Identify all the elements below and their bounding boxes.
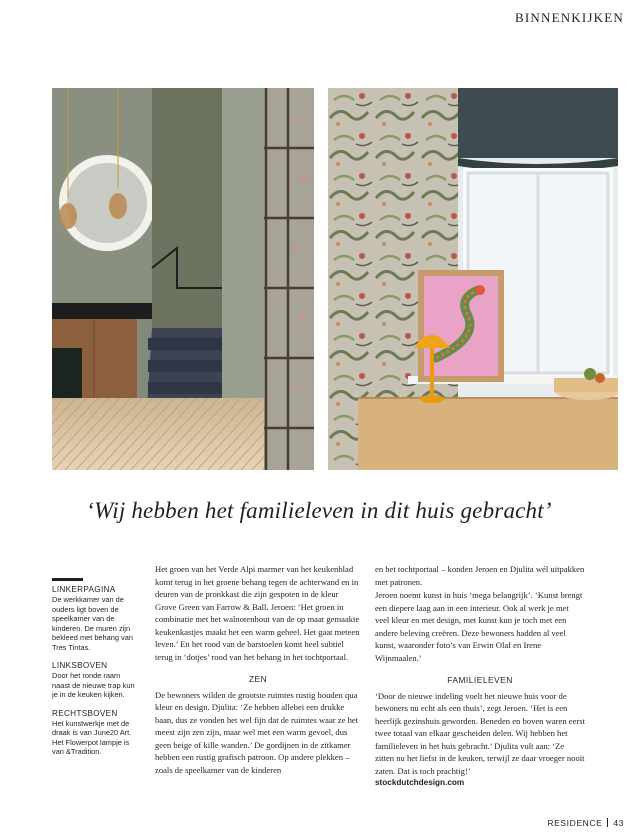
caption-text: Het kunstwerkje met de draak is van June20 Art. Het Flowerpot lampje is van &Tradition. [52, 718, 132, 756]
photo-wallpaper-lamp-artwork [328, 88, 618, 470]
page-footer [547, 818, 624, 828]
caption-heading: LINKSBOVEN [52, 661, 108, 670]
body-paragraph: Het groen van het Verde Alpi marmer van het keukenblad komt terug in het groene behang tegen de achterwand en in deuren van de pronkkast die zijn gespoten in de kleur Grove Green van Farrow & Ball. Jeroen: ‘Het groen in combinatie met het walnotenhout van de op maat gemaakte keukenkastjes maakt het een warm geheel. Het gaat meteen leven.’ En het rood van de barstoelen komt heel subtiel terug in ‘dotjes’ rood van het behang in het tochtportaal. [155, 564, 360, 662]
body-paragraph: Jeroen noemt kunst in huis ‘mega belangrijk’. ‘Kunst brengt een diepere laag aan in een interieur. Ook al werk je met veel kleur en met design, met kunst kun je toch met een andere beleving creëren. Deze bewoners hadden al veel kunst, waaronder foto’s van Erwin Olaf en Irene Wijnmaalen.’ [375, 590, 583, 663]
footer-divider [607, 818, 608, 827]
magazine-name: RESIDENCE [547, 818, 603, 828]
body-column-2 [375, 563, 585, 790]
subheading-zen: ZEN [248, 674, 268, 684]
caption-text: De werkkamer van de ouders ligt boven de speelkamer van de kinderen. De muren zijn bekleed met behang van Tres Tintas. [52, 595, 133, 652]
body-paragraph: De bewoners wilden de grootste ruimtes rustig houden qua kleur en design. Djulita: ‘Ze hebben allebei een drukke baan, dus ze vonden het wel fijn dat de ruimtes waar ze het meest zijn zen zijn, maar wel met een warm gevoel, dus geen beige of kille wanden.’ De gordijnen in de zitkamer hebben een rustig grafisch patroon. Op andere plekken – zoals de speelkamer van de kinderen [155, 689, 359, 775]
caption-text: Door het ronde raam naast de nieuwe trap kun je in de keuken kijken. [52, 671, 135, 699]
body-paragraph: en het tochtportaal – konden Jeroen en Djulita wél uitpakken met patronen. [375, 564, 585, 587]
photo-wallpaper-illustration [328, 88, 618, 470]
photo-captions [52, 585, 138, 766]
caption-left-page [52, 585, 138, 652]
photo-kitchen-illustration [52, 88, 314, 470]
section-label: BINNENKIJKEN [515, 10, 624, 25]
caption-heading: LINKERPAGINA [52, 585, 116, 594]
subheading-familieleven: FAMILIELEVEN [447, 675, 513, 685]
caption-rule [52, 578, 83, 581]
body-paragraph: ‘Door de nieuwe indeling voelt het nieuwe huis voor de bewoners nu echt als een thuis’, zegt Jeroen. ‘Het is een heerlijk gezinshuis geworden. Beneden en boven waren eerst twee totaal van elkaar gescheiden delen. Wij hebben het familieleven in het huis gebracht.’ Djulita vult aan: ‘Ze zitten nu het liefst in de keuken, terwijl ze daar vroeger nooit zaten. Dat is toch prachtig!’ [375, 690, 585, 776]
caption-left-top [52, 661, 138, 700]
website-link[interactable]: stockdutchdesign.com [375, 778, 465, 787]
body-column-1 [155, 563, 361, 776]
photo-kitchen-staircase [52, 88, 314, 470]
caption-right-top [52, 709, 138, 757]
pull-quote-headline: ‘Wij hebben het familieleven in dit huis gebracht’ [86, 498, 552, 523]
page-number: 43 [613, 818, 624, 828]
caption-heading: RECHTSBOVEN [52, 708, 118, 718]
